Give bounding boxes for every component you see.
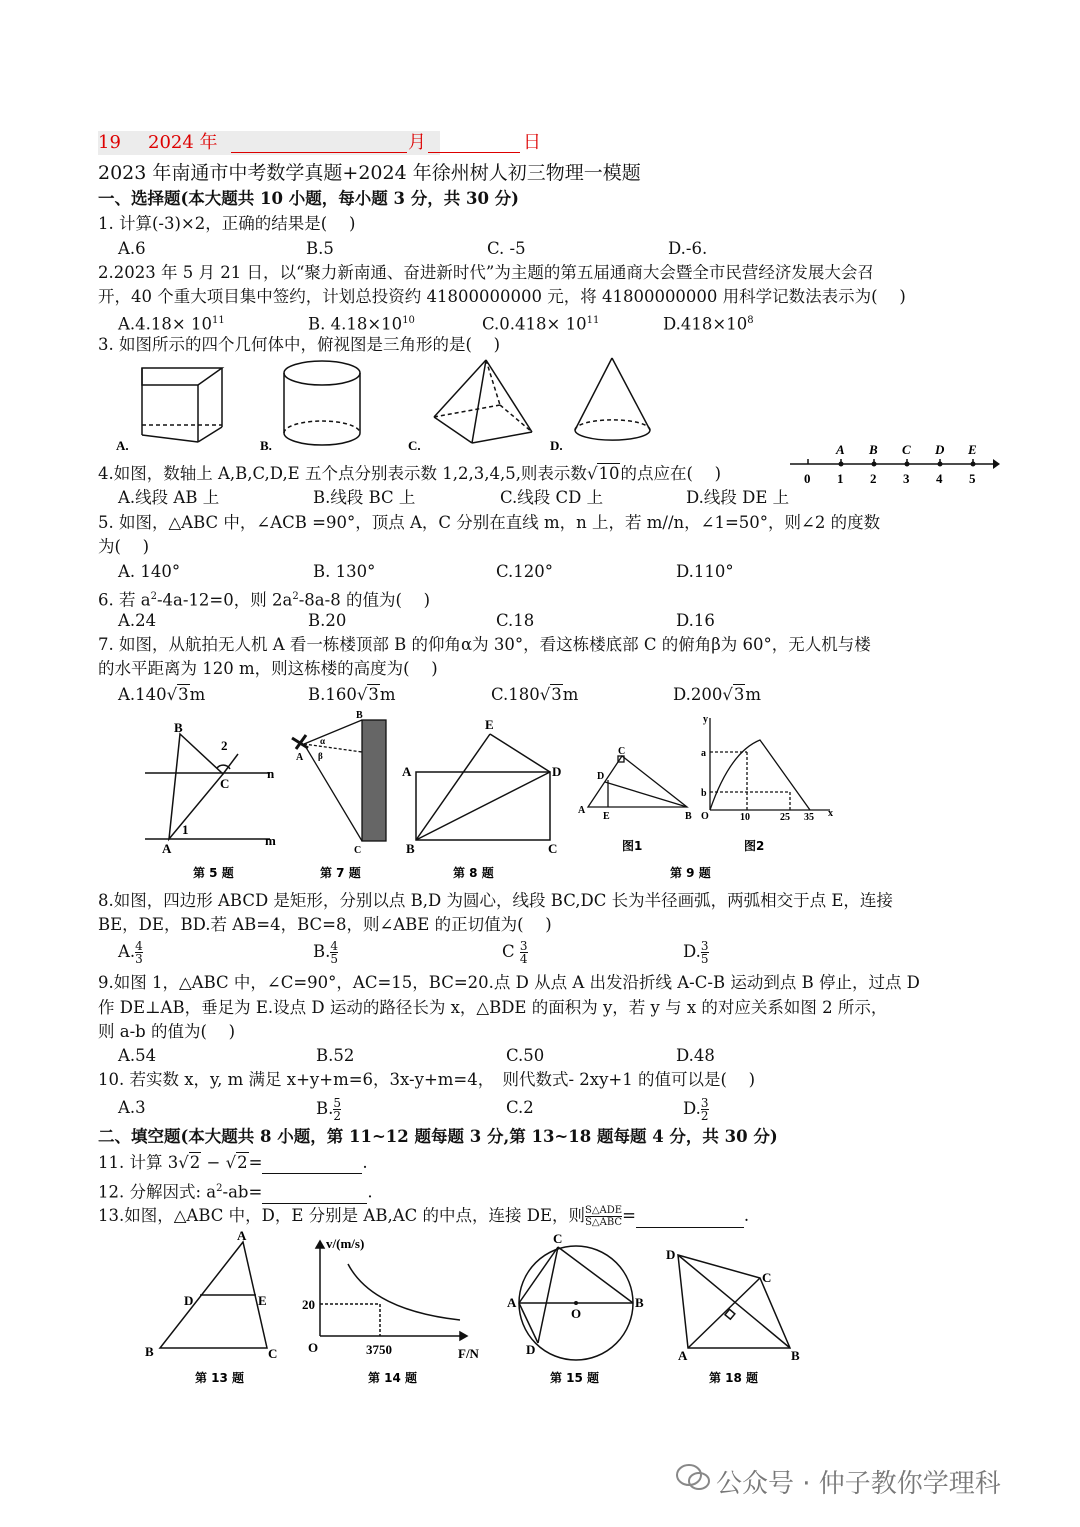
fig9-label-a-value: a: [701, 748, 706, 759]
q6-stem: 6. 若 $a^2-4a-12=0$，则 $2a^2-8a-8$ 的值为( ): [98, 590, 431, 610]
q8-option-c: C $\frac{3}{4}$: [502, 939, 528, 966]
q9-option-d: D.48: [676, 1046, 715, 1065]
fig14-origin: O: [308, 1340, 319, 1355]
header-number: 19: [98, 132, 121, 153]
q7-line-2: 的水平距离为 120 m，则这栋楼的高度为( ): [98, 659, 438, 678]
q9-line-2: 作 DE⊥AB，垂足为 E.设点 D 运动的路径长为 x，△BDE 的面积为 y，若 y 与 x 的对应关系如图 2 所示，: [98, 998, 888, 1017]
prism-shape: [142, 368, 222, 442]
fig9-label-b-value: b: [701, 788, 707, 799]
q8-line-1: 8.如图，四边形 ABCD 是矩形，分别以点 B,D 为圆心，线段 BC,DC 长为半径画弧，两弧相交于点 E，连接: [98, 891, 893, 910]
q1-stem: 1. 计算(-3)×2，正确的结果是( ): [98, 214, 356, 233]
fig15-label-d: D: [526, 1342, 536, 1357]
q12-answer-blank[interactable]: [262, 1203, 367, 1204]
section-1-heading: 一、选择题(本大题共 10 小题，每小题 3 分，共 30 分): [98, 189, 519, 208]
fig7-label-alpha: α: [320, 736, 326, 746]
fig13-label-e: E: [258, 1293, 267, 1308]
fig5-label-c: C: [220, 776, 230, 791]
fig9-tag-2: 图2: [744, 839, 765, 853]
fig5-label-b: B: [174, 720, 183, 735]
q7-option-d: D.200√3m: [673, 685, 762, 704]
fig13-drawing: [160, 1242, 267, 1348]
fig15-caption: 第 15 题: [550, 1371, 600, 1385]
fig7-label-a: A: [296, 752, 304, 763]
q5-option-d: D.110°: [676, 562, 734, 581]
q12-stem: 12. 分解因式: $a^2-ab=$ .: [98, 1182, 373, 1202]
axis-number-label: 0: [804, 471, 811, 486]
fig18-label-a: A: [678, 1348, 688, 1363]
q6-option-d: D.16: [676, 611, 715, 630]
fig9-tick-25: 25: [780, 812, 790, 823]
q7-line-1: 7. 如图，从航拍无人机 A 看一栋楼顶部 B 的仰角α为 30°，看这栋楼底部 C 的俯角β为 60°，无人机与楼: [98, 635, 871, 654]
fig7-label-beta: β: [318, 751, 323, 761]
q7-option-a: A.140√3m: [118, 685, 206, 704]
fig9-tick-10: 10: [740, 812, 750, 823]
fig18-label-d: D: [666, 1247, 676, 1262]
q5-line-2: 为( ): [98, 537, 150, 556]
figures-row-1: [140, 712, 840, 887]
fig15-center-dot: [574, 1301, 578, 1305]
q1-option-a: A.6: [118, 239, 146, 258]
fig9-label-a: A: [578, 805, 586, 816]
axis-number-label: 1: [837, 471, 844, 486]
q8-line-2: BE，DE，BD.若 AB=4，BC=8，则∠ABE 的正切值为( ): [98, 915, 552, 934]
axis-point: [839, 462, 844, 467]
q2-option-c: $C.0.418\times 10^{11}$: [482, 314, 600, 334]
page-title: 2023 年南通市中考数学真题+2024 年徐州树人初三物理一模题: [98, 162, 641, 184]
fig14-y-label: v/(m/s): [326, 1236, 365, 1251]
fig9-origin: O: [701, 811, 709, 822]
fig14-x-tick: 3750: [366, 1342, 392, 1357]
q1-option-c: C. -5: [487, 239, 526, 258]
q8-option-d: D. $\frac{3}{5}$: [683, 939, 709, 966]
q9-option-b: B.52: [316, 1046, 355, 1065]
fig9-label-c: C: [618, 746, 626, 757]
q4-number-line: [790, 440, 1000, 488]
fig8-label-e: E: [485, 717, 494, 732]
q9-option-c: C.50: [506, 1046, 545, 1065]
q5-option-a: A. 140°: [118, 562, 181, 581]
fig8-drawing: [416, 734, 550, 840]
q5-option-b: B. 130°: [313, 562, 376, 581]
fig9-label-e: E: [603, 811, 610, 822]
q1-option-b: B.5: [306, 239, 334, 258]
header-year: 2024 年: [148, 132, 218, 153]
fig14-caption: 第 14 题: [368, 1371, 418, 1385]
q8-option-b: B. $\frac{4}{5}$: [313, 939, 339, 966]
fig9-tag-1: 图1: [622, 839, 643, 853]
axis-point-letter: E: [968, 442, 977, 457]
fig5-label-1: 1: [182, 822, 189, 837]
axis-number-label: 2: [870, 471, 877, 486]
q9-option-a: A.54: [118, 1046, 157, 1065]
q2-line-1: 2.2023 年 5 月 21 日，以“聚力新南通、奋进新时代”为主题的第五届通商大会暨全市民营经济发展大会召: [98, 263, 874, 282]
axis-point: [905, 462, 910, 467]
pyramid-shape: [434, 360, 532, 443]
watermark-text: 公众号 · 仲子教你学理科: [716, 1469, 1001, 1499]
fig5-label-a: A: [162, 841, 172, 856]
fig9-caption: 第 9 题: [670, 866, 711, 880]
q13-stem: 13.如图，△ABC 中，D，E 分别是 AB,AC 的中点，连接 DE，则 $\frac{\text{S△ADE}}{\text{S△ABC}}$ = .: [98, 1205, 750, 1228]
q10-option-b: B. $\frac{5}{2}$: [316, 1096, 342, 1123]
axis-number-label: 5: [969, 471, 976, 486]
header-month: 月: [408, 132, 426, 153]
fig15-label-b: B: [635, 1295, 644, 1310]
fig15-label-o: O: [571, 1306, 582, 1321]
q5-line-1: 5. 如图，△ABC 中，∠ACB =90°，顶点 A，C 分别在直线 m，n 上，若 m//n，∠1=50°，则∠2 的度数: [98, 513, 881, 532]
q1-option-d: D.-6.: [668, 239, 708, 258]
fig14-y-tick: 20: [302, 1297, 315, 1312]
q6-option-a: A.24: [118, 611, 157, 630]
fig9-tick-35: 35: [804, 812, 814, 823]
fig7-label-b: B: [356, 710, 363, 721]
fig9-graph: [710, 718, 830, 810]
drone-icon: [292, 735, 308, 749]
cylinder-shape: [284, 361, 360, 445]
header-day: 日: [523, 132, 541, 153]
section-2-heading: 二、填空题(本大题共 8 小题，第 11~12 题每题 3 分,第 13~18 题每题 4 分，共 30 分): [98, 1127, 778, 1146]
q11-answer-blank[interactable]: [262, 1173, 362, 1174]
q10-option-c: C.2: [506, 1098, 534, 1117]
q8-option-a: A. $\frac{4}{3}$: [118, 939, 143, 966]
q3-label-d: D.: [550, 438, 563, 453]
q5-option-c: C.120°: [496, 562, 554, 581]
fig18-drawing: [678, 1255, 790, 1348]
fig8-caption: 第 8 题: [453, 866, 494, 880]
q11-stem: 11. 计算 3√2 − √2= .: [98, 1153, 368, 1172]
q3-stem: 3. 如图所示的四个几何体中，俯视图是三角形的是( ): [98, 335, 501, 354]
q4-option-d: D.线段 DE 上: [686, 488, 790, 507]
q4-stem: 4.如图，数轴上 A,B,C,D,E 五个点分别表示数 1,2,3,4,5,则表示数√10的点应在( ): [98, 464, 722, 483]
axis-point-letter: B: [869, 442, 878, 457]
q6-option-c: C.18: [496, 611, 535, 630]
fig5-label-n: n: [267, 766, 275, 781]
q7-option-b: B.160√3m: [308, 685, 396, 704]
fig15-label-c: C: [553, 1231, 563, 1246]
axis-point-letter: C: [902, 442, 911, 457]
q9-line-1: 9.如图 1，△ABC 中，∠C=90°，AC=15，BC=20.点 D 从点 A 出发沿折线 A-C-B 运动到点 B 停止，过点 D: [98, 973, 920, 992]
fig8-label-c: C: [548, 841, 558, 856]
q3-label-a: A.: [116, 438, 129, 453]
axis-number-label: 4: [936, 471, 943, 486]
month-blank: [231, 152, 407, 153]
figures-row-2: [140, 1230, 820, 1390]
axis-point: [938, 462, 943, 467]
q3-label-c: C.: [408, 438, 421, 453]
q2-option-b: B. $4.18\times 10^{10}$: [308, 314, 415, 334]
q10-option-d: D. $\frac{3}{2}$: [683, 1096, 709, 1123]
cone-shape: [575, 358, 650, 440]
fig13-label-b: B: [145, 1344, 154, 1359]
fig7-label-c: C: [354, 845, 362, 856]
q2-line-2: 开，40 个重大项目集中签约，计划总投资约 41800000000 元，将 41800000000 用科学记数法表示为( ): [98, 287, 906, 306]
axis-point: [971, 462, 976, 467]
date-header: [98, 131, 541, 155]
fig9-label-d: D: [597, 771, 605, 782]
q13-answer-blank[interactable]: [636, 1227, 744, 1228]
fig15-label-a: A: [507, 1295, 517, 1310]
fig9-label-b: B: [685, 811, 692, 822]
q7-option-c: C.180√3m: [491, 685, 579, 704]
fig5-label-2: 2: [221, 738, 228, 753]
fig8-label-d: D: [552, 764, 562, 779]
wechat-icon: [676, 1462, 712, 1492]
fig18-caption: 第 18 题: [709, 1371, 759, 1385]
q4-option-c: C.线段 CD 上: [500, 488, 604, 507]
q10-option-a: A.3: [118, 1098, 146, 1117]
fig14-graph: [316, 1241, 467, 1340]
fig5-caption: 第 5 题: [193, 866, 234, 880]
day-blank: [428, 152, 520, 153]
fig18-label-b: B: [791, 1348, 800, 1363]
q6-option-b: B.20: [308, 611, 347, 630]
q2-option-a: $A.4.18\times 10^{11}$: [118, 314, 225, 334]
fig8-label-b: B: [406, 841, 415, 856]
axis-point: [872, 462, 877, 467]
fig13-label-a: A: [237, 1228, 247, 1243]
axis-point-letter: D: [935, 442, 945, 457]
fig13-caption: 第 13 题: [195, 1371, 245, 1385]
q2-option-d: $D.418\times 10^8$: [663, 314, 754, 334]
q3-label-b: B.: [260, 438, 272, 453]
fig7-drawing: [304, 720, 386, 841]
axis-point-letter: A: [836, 442, 845, 457]
q10-stem: 10. 若实数 x，y, m 满足 x+y+m=6，3x-y+m=4， 则代数式- 2xy+1 的值可以是( ): [98, 1070, 756, 1089]
fig9-axis-y: y: [703, 714, 708, 725]
fig14-x-label: F/N: [458, 1346, 479, 1361]
q9-line-3: 则 a-b 的值为( ): [98, 1022, 236, 1041]
fig8-label-a: A: [402, 764, 412, 779]
q3-solids-figure: [110, 355, 650, 455]
fig18-label-c: C: [762, 1270, 772, 1285]
fig13-label-d: D: [184, 1293, 194, 1308]
fig7-caption: 第 7 题: [320, 866, 361, 880]
fig5-label-m: m: [265, 833, 276, 848]
fig9-axis-x: x: [828, 808, 833, 819]
fig13-label-c: C: [268, 1346, 278, 1361]
q4-option-a: A.线段 AB 上: [118, 488, 220, 507]
fig5-drawing: [145, 734, 270, 839]
q4-option-b: B.线段 BC 上: [313, 488, 416, 507]
axis-number-label: 3: [903, 471, 910, 486]
